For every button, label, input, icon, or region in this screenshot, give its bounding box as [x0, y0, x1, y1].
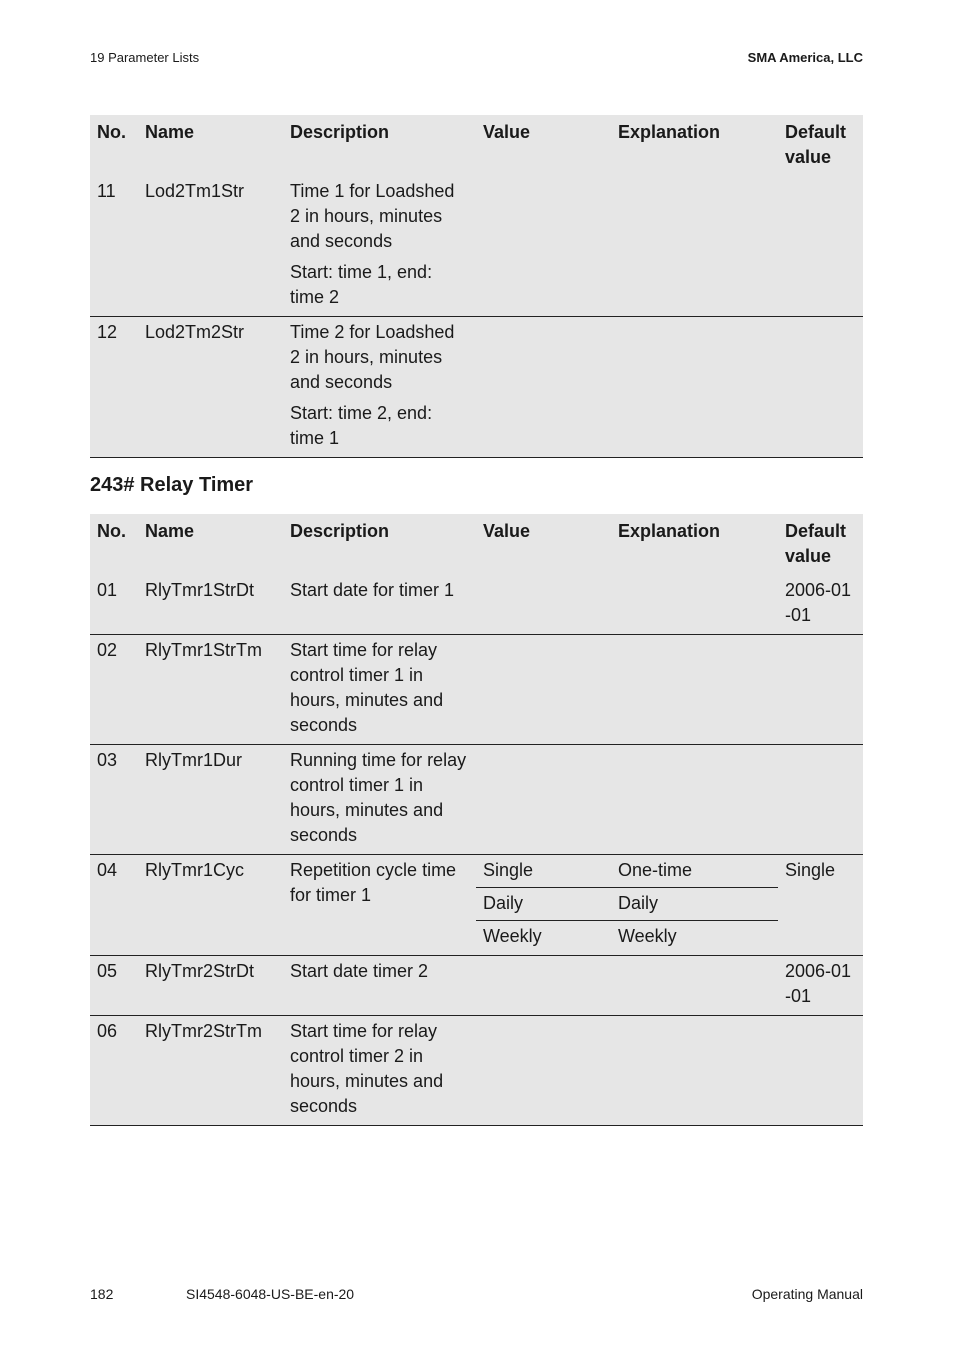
description-text: Time 1 for Loadshed 2 in hours, minutes and seconds [290, 181, 455, 251]
table-row [90, 575, 863, 635]
page-number: 182 [90, 1286, 114, 1302]
cell-value [476, 1016, 611, 1126]
column-header-name: Name [138, 115, 283, 176]
cell-description: Start date timer 2 [283, 956, 476, 1016]
description-note: Start: time 1, end: time 2 [290, 262, 433, 307]
loadshed-parameter-table [90, 115, 863, 458]
cell-explanation [611, 317, 778, 458]
cell-value [476, 176, 611, 317]
cell-value-option: Single [476, 855, 611, 888]
table-row [90, 956, 863, 1016]
cell-default [778, 745, 863, 855]
cell-explanation [611, 575, 778, 635]
cell-default [778, 317, 863, 458]
table-header-row [90, 115, 863, 176]
cell-explanation-option: Weekly [611, 921, 778, 956]
cell-explanation [611, 745, 778, 855]
cell-no: 06 [90, 1016, 138, 1126]
table-row [90, 176, 863, 317]
cell-name: RlyTmr1StrDt [138, 575, 283, 635]
description-text: Time 2 for Loadshed 2 in hours, minutes and seconds [290, 322, 455, 392]
column-header-name: Name [138, 514, 283, 575]
column-header-default: Default value [778, 514, 863, 575]
column-header-explanation: Explanation [611, 115, 778, 176]
cell-name: RlyTmr2StrDt [138, 956, 283, 1016]
cell-default [778, 176, 863, 317]
cell-explanation [611, 1016, 778, 1126]
cell-default [778, 1016, 863, 1126]
cell-name: Lod2Tm2Str [138, 317, 283, 458]
cell-explanation [611, 635, 778, 745]
document-type: Operating Manual [751, 1286, 863, 1302]
cell-description [283, 176, 476, 317]
cell-default: 2006-01-01 [778, 956, 863, 1016]
cell-default: 2006-01-01 [778, 575, 863, 635]
cell-description: Start time for relay control timer 1 in hours, minutes and seconds [283, 635, 476, 745]
section-heading: 243# Relay Timer [90, 474, 254, 496]
table-row [90, 1016, 863, 1126]
column-header-value: Value [476, 115, 611, 176]
cell-value [476, 956, 611, 1016]
table-header-row [90, 514, 863, 575]
cell-default [778, 635, 863, 745]
cell-no: 03 [90, 745, 138, 855]
cell-name: RlyTmr2StrTm [138, 1016, 283, 1126]
cell-explanation [611, 956, 778, 1016]
cell-value-option: Daily [476, 888, 611, 921]
column-header-value: Value [476, 514, 611, 575]
column-header-no: No. [90, 115, 138, 176]
column-header-no: No. [90, 514, 138, 575]
cell-name: RlyTmr1StrTm [138, 635, 283, 745]
cell-name: Lod2Tm1Str [138, 176, 283, 317]
table-row [90, 317, 863, 458]
cell-no: 02 [90, 635, 138, 745]
column-header-description: Description [283, 514, 476, 575]
cell-name: RlyTmr1Cyc [138, 855, 283, 956]
cell-explanation-option: One-time [611, 855, 778, 888]
document-id: SI4548-6048-US-BE-en-20 [186, 1286, 355, 1302]
cell-explanation-option: Daily [611, 888, 778, 921]
cell-name: RlyTmr1Dur [138, 745, 283, 855]
running-header-chapter: 19 Parameter Lists [90, 50, 200, 65]
cell-description [283, 317, 476, 458]
description-note: Start: time 2, end: time 1 [290, 403, 433, 448]
table-row [90, 745, 863, 855]
table-row [90, 635, 863, 745]
cell-description: Start time for relay control timer 2 in hours, minutes and seconds [283, 1016, 476, 1126]
cell-value [476, 575, 611, 635]
cell-description: Start date for timer 1 [283, 575, 476, 635]
relay-timer-parameter-table [90, 514, 863, 1126]
column-header-description: Description [283, 115, 476, 176]
cell-no: 05 [90, 956, 138, 1016]
cell-value [476, 317, 611, 458]
cell-no: 04 [90, 855, 138, 956]
column-header-explanation: Explanation [611, 514, 778, 575]
cell-description: Repetition cycle time for timer 1 [283, 855, 476, 956]
cell-value-option: Weekly [476, 921, 611, 956]
column-header-default: Default value [778, 115, 863, 176]
cell-default: Single [778, 855, 863, 956]
cell-no: 11 [90, 176, 138, 317]
cell-no: 01 [90, 575, 138, 635]
cell-value [476, 635, 611, 745]
cell-description: Running time for relay control timer 1 in hours, minutes and seconds [283, 745, 476, 855]
running-header-company: SMA America, LLC [747, 50, 863, 65]
cell-value [476, 745, 611, 855]
cell-no: 12 [90, 317, 138, 458]
cell-explanation [611, 176, 778, 317]
table-row [90, 855, 863, 888]
